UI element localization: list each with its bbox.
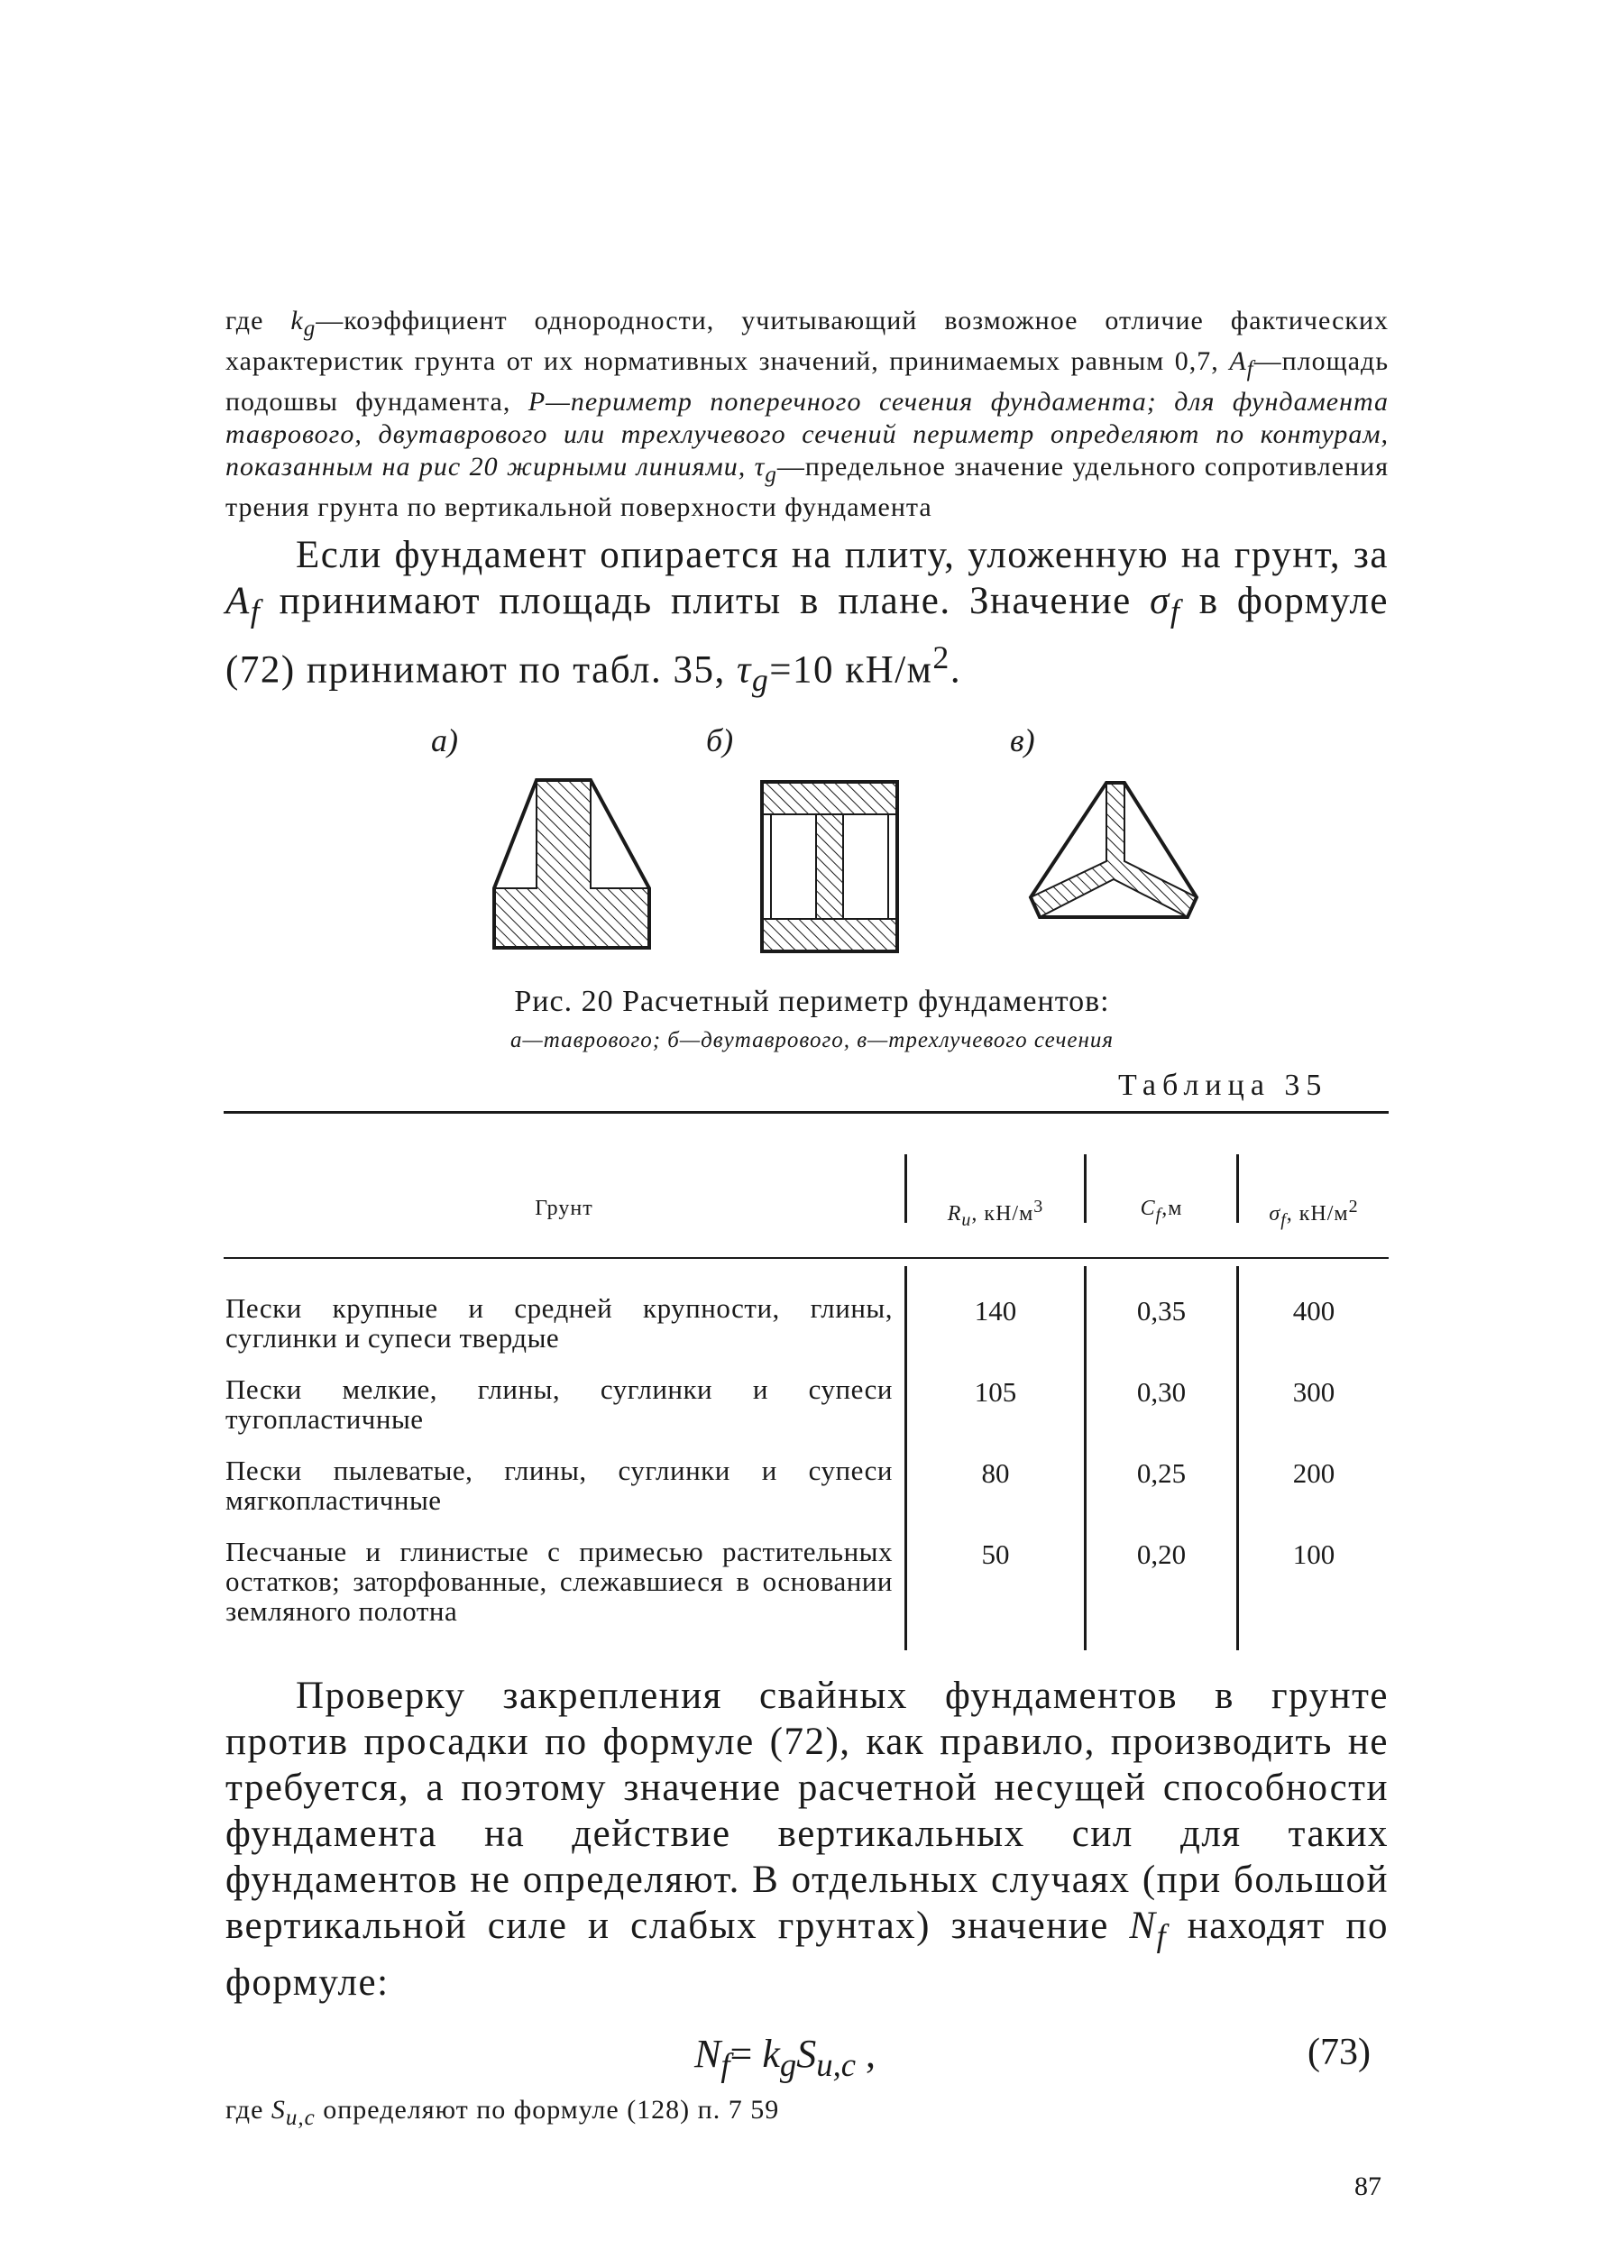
text-segment: —коэффициент однородности, учитывающий возможное отличие фактических характеристик грунта от их нормативных значений, принимаемых равным 0,7, [225, 306, 1390, 376]
table-cell-cf: 0,30 [1136, 1376, 1187, 1408]
table-cell-ru: 50 [981, 1538, 1010, 1570]
text-segment: —площадь подошвы фундамента, [225, 346, 1389, 417]
table-cell-cf: 0,25 [1136, 1457, 1187, 1489]
soil-table [224, 1111, 1389, 1652]
table-cell-ru: 105 [974, 1376, 1017, 1408]
text-segment: находят по формуле: [225, 1905, 1389, 2004]
figure-label-b: б) [706, 722, 734, 758]
table-row-soil: Пески крупные и средней крупности, глины, суглинки и супеси твердые [225, 1292, 893, 1354]
formula-73: $N_f= k_gS_{u,c}$ , [694, 2032, 876, 2083]
table-row-soil: Пески пылеватые, глины, суглинки и супеси мягкопластичные [225, 1455, 893, 1516]
text-segment: принимают площадь плиты в плане. Значение [261, 580, 1151, 622]
text-segment: —предельное значение удельного сопротивления трения грунта по вертикальной поверхности фундамента [225, 452, 1389, 522]
three-ray-section-drawing [1031, 783, 1197, 917]
symbol-tau: τ [754, 452, 766, 482]
table-cell-ru: 140 [974, 1295, 1017, 1327]
text-segment: =10 кН/м [769, 647, 933, 691]
t-section-drawing [494, 780, 649, 948]
table-row-soil: Песчаные и глинистые с примесью растительных остатков; заторфованные, слежавшиеся в основании земляного полотна [225, 1536, 893, 1627]
table-cell-cf: 0,20 [1136, 1538, 1187, 1570]
definitions-paragraph [225, 305, 1389, 524]
figure-label-v: в) [1010, 722, 1035, 758]
subscript: f [250, 592, 261, 629]
table-cell-sf: 400 [1292, 1295, 1335, 1327]
text-segment: где [225, 306, 291, 335]
text-segment: Если фундамент опирается на плиту, уложенную на грунт, за [296, 534, 1389, 576]
figure-label-a: а) [431, 722, 458, 758]
figure-caption: Рис. 20 Расчетный периметр фундаментов: [514, 985, 1110, 1018]
symbol-a: A [225, 580, 251, 622]
symbol-tau: τ [736, 647, 752, 691]
table-cell-cf: 0,35 [1136, 1295, 1187, 1327]
table-title: Таблица 35 [1118, 1069, 1328, 1102]
symbol-k: k [290, 306, 304, 335]
header-sf: $\sigma_f$, $кН/м^2$ [1269, 1197, 1359, 1230]
subscript: g [765, 463, 777, 487]
table-cell-ru: 80 [981, 1457, 1010, 1489]
header-ru: $R_u$, $кН/м^3$ [947, 1197, 1044, 1230]
i-section-drawing [762, 782, 897, 951]
text-segment-italic: —периметр поперечного сечения фундамента; для фундамента таврового, двутаврового или трехлучевого сечений периметр определяют по контурам, показанным на рис 20 жирными линиями, [225, 387, 1389, 482]
subscript: f [1246, 357, 1254, 381]
text-segment: в формуле (72) принимают по табл. 35, [225, 580, 1389, 691]
table-cell-sf: 200 [1292, 1457, 1335, 1489]
plate-paragraph [225, 532, 1389, 703]
subscript: g [303, 317, 317, 341]
text-segment: Проверку закрепления свайных фундаментов в грунте против просадки по формуле (72), как правило, производить не требуется, а поэтому значение расчетной несущей способности фундамента на действие вертикальных сил для таких фундаментов не определяют. В отдельных случаях (при большой вертикальной силе и слабых грунтах) значение [225, 1675, 1389, 1947]
header-soil: Грунт [535, 1197, 593, 1220]
table-top-rule [224, 1111, 1389, 1114]
table-cell-sf: 300 [1292, 1376, 1335, 1408]
table-row-soil: Пески мелкие, глины, суглинки и супеси тугопластичные [225, 1373, 893, 1435]
table-cell-sf: 100 [1292, 1538, 1335, 1570]
figure-subcaption: а—таврового; б—двутаврового, в—трехлучевого сечения [510, 1028, 1114, 1052]
subscript: f [1156, 1917, 1168, 1954]
subscript: f [1170, 592, 1181, 629]
symbol-sigma: σ [1150, 580, 1170, 622]
formula-note: где $S_{u,c}$ определяют по формуле (128) п. 7 59 [225, 2095, 780, 2130]
page-number: 87 [1354, 2172, 1381, 2201]
symbol-n: N [1129, 1905, 1157, 1947]
subscript: g [751, 661, 770, 698]
foundation-sections-figure [424, 717, 1235, 969]
symbol-a: A [1229, 346, 1247, 376]
text-segment: . [950, 647, 962, 691]
superscript: 2 [932, 638, 950, 675]
equation-number: (73) [1307, 2032, 1371, 2073]
pile-check-paragraph [225, 1673, 1389, 2006]
header-cf: $C_f,м$ [1140, 1197, 1183, 1225]
symbol-p: P [528, 387, 546, 417]
table-header-rule [224, 1257, 1389, 1259]
